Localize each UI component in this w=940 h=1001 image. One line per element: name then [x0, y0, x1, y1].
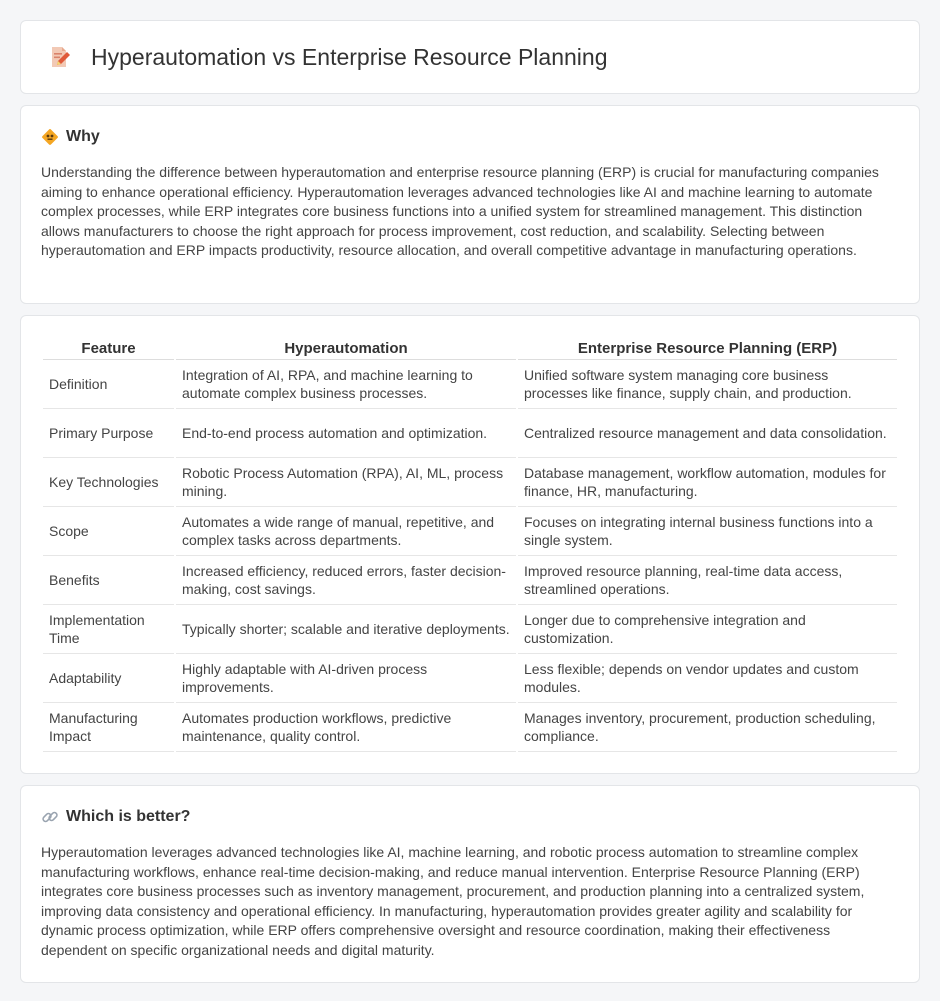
erp-cell: Database management, workflow automation, modules for finance, HR, manufacturing.: [518, 458, 897, 507]
why-section: [20, 105, 920, 304]
feature-cell: Scope: [43, 507, 174, 556]
hyperautomation-cell: Integration of AI, RPA, and machine learning to automate complex business processes.: [176, 360, 516, 409]
table-row: [43, 458, 897, 507]
table-row: [43, 703, 897, 752]
why-title: Why: [66, 128, 100, 145]
link-icon: [41, 808, 59, 826]
header-card: [20, 20, 920, 94]
table-row: [43, 409, 897, 458]
feature-cell: Adaptability: [43, 654, 174, 703]
header-erp: Enterprise Resource Planning (ERP): [518, 336, 897, 360]
erp-cell: Less flexible; depends on vendor updates and custom modules.: [518, 654, 897, 703]
better-text: Hyperautomation leverages advanced technologies like AI, machine learning, and robotic process automation to streamline complex manufacturing workflows, enhance real-time decision-making, and reduce manual intervention. Enterprise Resource Planning (ERP) integrates core business processes such as inventory management, procurement, and production planning into a centralized system, improving data consistency and operational efficiency. In manufacturing, hyperautomation provides greater agility and scalability for dynamic process optimization, while ERP offers comprehensive oversight and resource coordination, making their effectiveness dependent on specific organizational needs and digital maturity.: [41, 844, 865, 958]
erp-cell: Unified software system managing core business processes like finance, supply chain, and production.: [518, 360, 897, 409]
hyperautomation-cell: Highly adaptable with AI-driven process improvements.: [176, 654, 516, 703]
feature-cell: Manufacturing Impact: [43, 703, 174, 752]
better-header: [41, 808, 899, 826]
table-row: [43, 654, 897, 703]
feature-cell: Implementation Time: [43, 605, 174, 654]
hyperautomation-cell: Typically shorter; scalable and iterative deployments.: [176, 605, 516, 654]
header-hyperautomation: Hyperautomation: [176, 336, 516, 360]
which-is-better-section: [20, 785, 920, 983]
comparison-table: [41, 336, 899, 752]
hyperautomation-cell: Automates production workflows, predictive maintenance, quality control.: [176, 703, 516, 752]
why-header: [41, 128, 899, 146]
erp-cell: Focuses on integrating internal business functions into a single system.: [518, 507, 897, 556]
erp-cell: Centralized resource management and data consolidation.: [518, 409, 897, 458]
table-row: [43, 605, 897, 654]
hyperautomation-cell: Increased efficiency, reduced errors, faster decision-making, cost savings.: [176, 556, 516, 605]
feature-cell: Definition: [43, 360, 174, 409]
feature-cell: Benefits: [43, 556, 174, 605]
table-row: [43, 360, 897, 409]
table-row: [43, 556, 897, 605]
table-row: [43, 507, 897, 556]
page-title: Hyperautomation vs Enterprise Resource Planning: [91, 43, 608, 70]
feature-cell: Key Technologies: [43, 458, 174, 507]
erp-cell: Improved resource planning, real-time data access, streamlined operations.: [518, 556, 897, 605]
document-pencil-icon: [47, 45, 71, 69]
erp-cell: Longer due to comprehensive integration and customization.: [518, 605, 897, 654]
comparison-table-card: [20, 315, 920, 774]
diamond-sign-icon: [41, 128, 59, 146]
header-feature: Feature: [43, 336, 174, 360]
table-header-row: [43, 336, 897, 360]
hyperautomation-cell: Robotic Process Automation (RPA), AI, ML, process mining.: [176, 458, 516, 507]
erp-cell: Manages inventory, procurement, production scheduling, compliance.: [518, 703, 897, 752]
hyperautomation-cell: End-to-end process automation and optimization.: [176, 409, 516, 458]
better-title: Which is better?: [66, 808, 191, 825]
why-text: Understanding the difference between hyperautomation and enterprise resource planning (ERP) is crucial for manufacturing companies aiming to enhance operational efficiency. Hyperautomation leverages advanced technologies like AI and machine learning to automate complex processes, while ERP integrates core business functions into a unified system for streamlined management. This distinction allows manufacturers to choose the right approach for process improvement, cost reduction, and scalability. Selecting between hyperautomation and ERP impacts productivity, resource allocation, and overall competitive advantage in manufacturing operations.: [41, 164, 879, 258]
hyperautomation-cell: Automates a wide range of manual, repetitive, and complex tasks across departments.: [176, 507, 516, 556]
feature-cell: Primary Purpose: [43, 409, 174, 458]
